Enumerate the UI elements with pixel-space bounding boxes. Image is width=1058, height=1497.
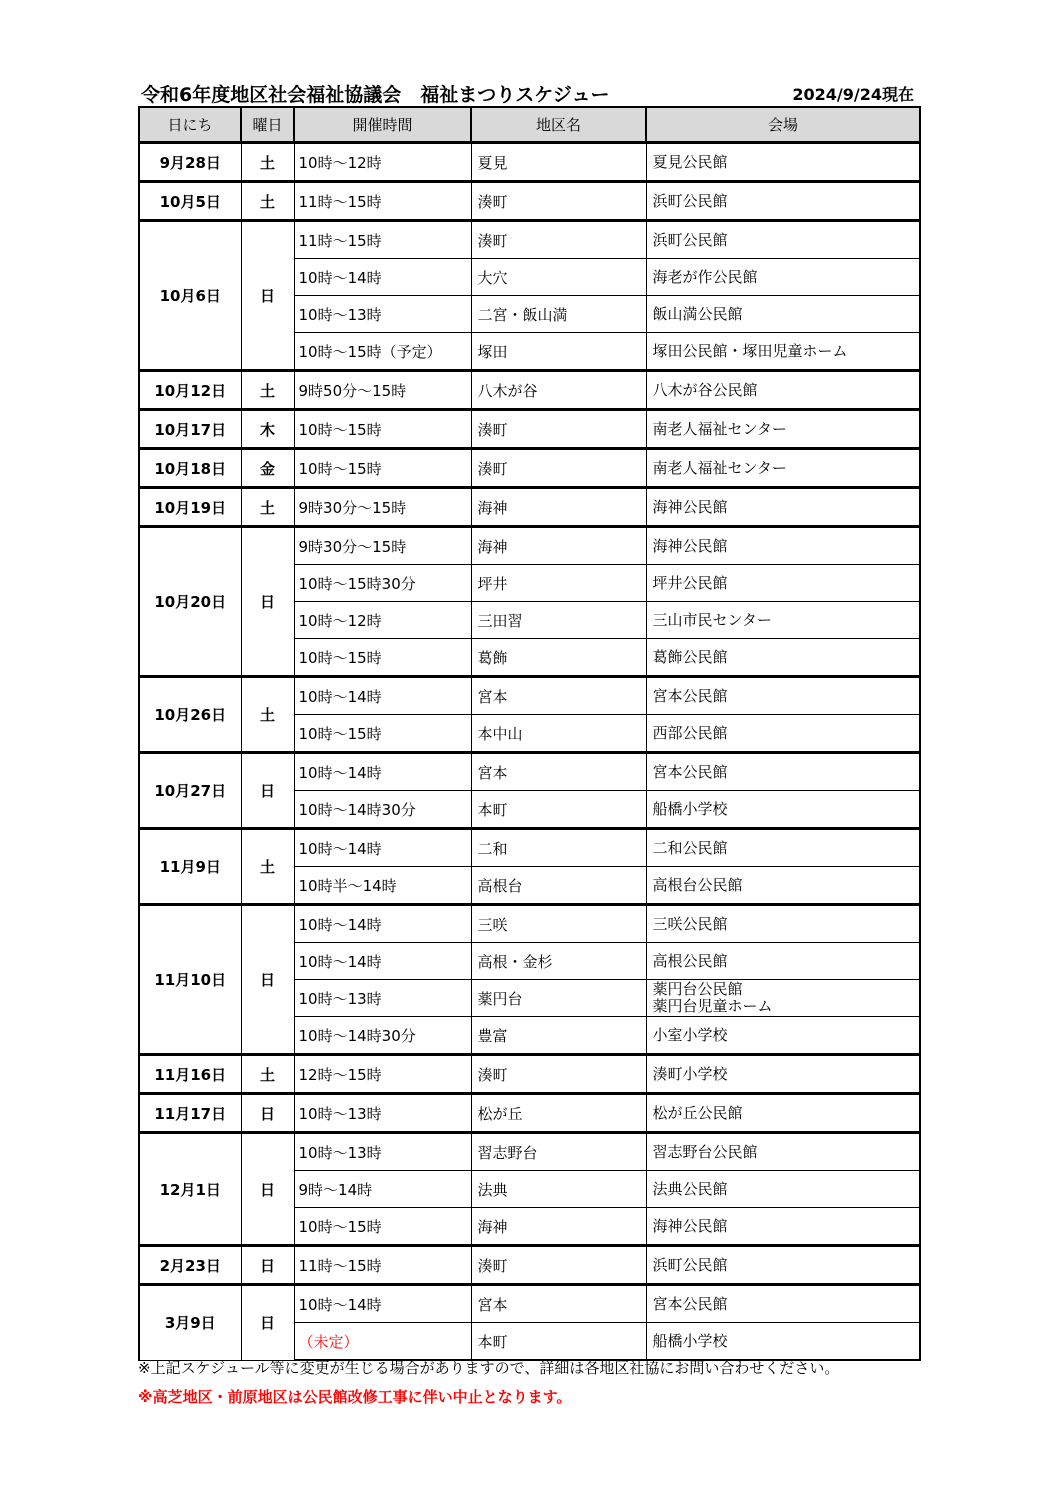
district-cell: 夏見 [471,143,646,182]
district-cell: 大穴 [471,259,646,296]
table-row [139,1055,920,1094]
day-cell: 日 [241,1094,294,1133]
table-row [139,677,920,715]
venue-cell: 宮本公民館 [646,1285,920,1323]
district-cell: 宮本 [471,677,646,715]
table-row [139,371,920,410]
venue-cell: 湊町小学校 [646,1055,920,1094]
schedule-table [138,106,921,1361]
day-cell: 土 [241,371,294,410]
date-cell: 11月16日 [139,1055,241,1094]
district-cell: 三咲 [471,905,646,943]
district-cell: 法典 [471,1171,646,1208]
date-cell: 10月17日 [139,410,241,449]
venue-cell: 船橋小学校 [646,791,920,829]
table-row [139,221,920,259]
district-cell: 塚田 [471,333,646,371]
venue-cell: 坪井公民館 [646,565,920,602]
venue-cell: 三山市民センター [646,602,920,639]
header-date: 日にち [139,107,241,143]
venue-cell: 浜町公民館 [646,1246,920,1285]
district-cell: 湊町 [471,449,646,488]
time-cell: 10時半～14時 [294,867,471,905]
header-venue: 会場 [646,107,920,143]
venue-cell: 飯山満公民館 [646,296,920,333]
date-cell: 10月27日 [139,753,241,829]
time-cell: 11時～15時 [294,182,471,221]
time-cell: 10時～14時30分 [294,1017,471,1055]
day-cell: 日 [241,905,294,1055]
venue-cell: 葛飾公民館 [646,639,920,677]
venue-cell: 高根公民館 [646,943,920,980]
date-cell: 10月18日 [139,449,241,488]
district-cell: 本町 [471,1323,646,1361]
venue-cell: 南老人福祉センター [646,449,920,488]
header-district: 地区名 [471,107,646,143]
venue-cell: 海神公民館 [646,527,920,565]
date-cell: 10月19日 [139,488,241,527]
change-notice: ※上記スケジュール等に変更が生じる場合がありますので、詳細は各地区社協にお問い合わせください。 [138,1359,840,1377]
district-cell: 松が丘 [471,1094,646,1133]
date-cell: 10月5日 [139,182,241,221]
venue-cell: 小室小学校 [646,1017,920,1055]
time-cell: （未定） [294,1323,471,1361]
time-cell: 10時～14時 [294,829,471,867]
header-day: 曜日 [241,107,294,143]
district-cell: 湊町 [471,182,646,221]
day-cell: 土 [241,829,294,905]
district-cell: 高根台 [471,867,646,905]
table-row [139,1285,920,1323]
venue-cell: 宮本公民館 [646,677,920,715]
time-cell: 10時～14時 [294,259,471,296]
time-cell: 12時～15時 [294,1055,471,1094]
table-row [139,1094,920,1133]
date-cell: 10月12日 [139,371,241,410]
day-cell: 日 [241,1285,294,1361]
district-cell: 湊町 [471,1246,646,1285]
venue-cell: 浜町公民館 [646,182,920,221]
district-cell: 習志野台 [471,1133,646,1171]
district-cell: 八木が谷 [471,371,646,410]
time-cell: 10時～15時 [294,715,471,753]
day-cell: 日 [241,1133,294,1246]
district-cell: 海神 [471,488,646,527]
venue-cell: 松が丘公民館 [646,1094,920,1133]
district-cell: 高根・金杉 [471,943,646,980]
venue-cell: 夏見公民館 [646,143,920,182]
district-cell: 海神 [471,1208,646,1246]
cancellation-notice: ※高芝地区・前原地区は公民館改修工事に伴い中止となります。 [138,1388,572,1406]
venue-line: 薬円台公民館 [652,980,743,998]
venue-cell: 高根台公民館 [646,867,920,905]
time-cell: 10時～14時 [294,677,471,715]
table-row [139,829,920,867]
day-cell: 日 [241,221,294,371]
venue-cell: 海老が作公民館 [646,259,920,296]
time-cell: 10時～14時 [294,905,471,943]
district-cell: 本中山 [471,715,646,753]
table-row [139,143,920,182]
venue-cell: 船橋小学校 [646,1323,920,1361]
table-header-row [139,107,920,143]
time-cell: 10時～15時 [294,449,471,488]
venue-cell: 三咲公民館 [646,905,920,943]
district-cell: 葛飾 [471,639,646,677]
time-cell: 10時～14時 [294,753,471,791]
district-cell: 湊町 [471,221,646,259]
time-cell: 10時～15時 [294,410,471,449]
district-cell: 坪井 [471,565,646,602]
time-cell: 10時～14時30分 [294,791,471,829]
day-cell: 土 [241,182,294,221]
venue-cell: 海神公民館 [646,488,920,527]
schedule-body [139,143,920,1361]
venue-line: 薬円台児童ホーム [652,997,773,1015]
venue-cell: 法典公民館 [646,1171,920,1208]
time-cell: 10時～14時 [294,1285,471,1323]
venue-cell: 八木が谷公民館 [646,371,920,410]
time-cell: 10時～12時 [294,602,471,639]
as-of-date: 2024/9/24現在 [792,85,914,104]
venue-cell: 宮本公民館 [646,753,920,791]
time-cell: 10時～13時 [294,296,471,333]
time-cell: 10時～15時 [294,1208,471,1246]
day-cell: 金 [241,449,294,488]
date-cell: 10月6日 [139,221,241,371]
day-cell: 日 [241,753,294,829]
table-row [139,905,920,943]
date-cell: 10月26日 [139,677,241,753]
date-cell: 2月23日 [139,1246,241,1285]
venue-cell: 海神公民館 [646,1208,920,1246]
header-time: 開催時間 [294,107,471,143]
district-cell: 二宮・飯山満 [471,296,646,333]
time-cell: 10時～13時 [294,1133,471,1171]
table-row [139,449,920,488]
date-cell: 9月28日 [139,143,241,182]
district-cell: 三田習 [471,602,646,639]
table-row [139,527,920,565]
time-cell: 10時～12時 [294,143,471,182]
time-cell: 9時50分～15時 [294,371,471,410]
day-cell: 木 [241,410,294,449]
time-cell: 10時～13時 [294,1094,471,1133]
time-cell: 9時30分～15時 [294,488,471,527]
time-cell: 9時～14時 [294,1171,471,1208]
date-cell: 3月9日 [139,1285,241,1361]
table-row [139,410,920,449]
district-cell: 宮本 [471,753,646,791]
day-cell: 日 [241,527,294,677]
table-row [139,1246,920,1285]
district-cell: 湊町 [471,410,646,449]
table-row [139,1133,920,1171]
district-cell: 湊町 [471,1055,646,1094]
time-cell: 10時～15時（予定） [294,333,471,371]
date-cell: 12月1日 [139,1133,241,1246]
district-cell: 海神 [471,527,646,565]
district-cell: 本町 [471,791,646,829]
day-cell: 日 [241,1246,294,1285]
venue-cell: 習志野台公民館 [646,1133,920,1171]
time-cell: 10時～15時 [294,639,471,677]
time-cell: 9時30分～15時 [294,527,471,565]
district-cell: 二和 [471,829,646,867]
district-cell: 宮本 [471,1285,646,1323]
time-cell: 10時～13時 [294,980,471,1017]
day-cell: 土 [241,488,294,527]
venue-cell: 塚田公民館・塚田児童ホーム [646,333,920,371]
table-row [139,488,920,527]
district-cell: 薬円台 [471,980,646,1017]
date-cell: 11月9日 [139,829,241,905]
page-title: 令和6年度地区社会福祉協議会 福祉まつりスケジュー [141,84,610,106]
venue-cell: 二和公民館 [646,829,920,867]
district-cell: 豊富 [471,1017,646,1055]
time-cell: 11時～15時 [294,221,471,259]
date-cell: 10月20日 [139,527,241,677]
day-cell: 土 [241,1055,294,1094]
table-row [139,182,920,221]
day-cell: 土 [241,143,294,182]
venue-cell: 南老人福祉センター [646,410,920,449]
venue-cell [646,980,920,1017]
time-cell: 10時～14時 [294,943,471,980]
day-cell: 土 [241,677,294,753]
time-cell: 10時～15時30分 [294,565,471,602]
venue-cell: 浜町公民館 [646,221,920,259]
table-row [139,753,920,791]
date-cell: 11月10日 [139,905,241,1055]
date-cell: 11月17日 [139,1094,241,1133]
time-cell: 11時～15時 [294,1246,471,1285]
venue-cell: 西部公民館 [646,715,920,753]
